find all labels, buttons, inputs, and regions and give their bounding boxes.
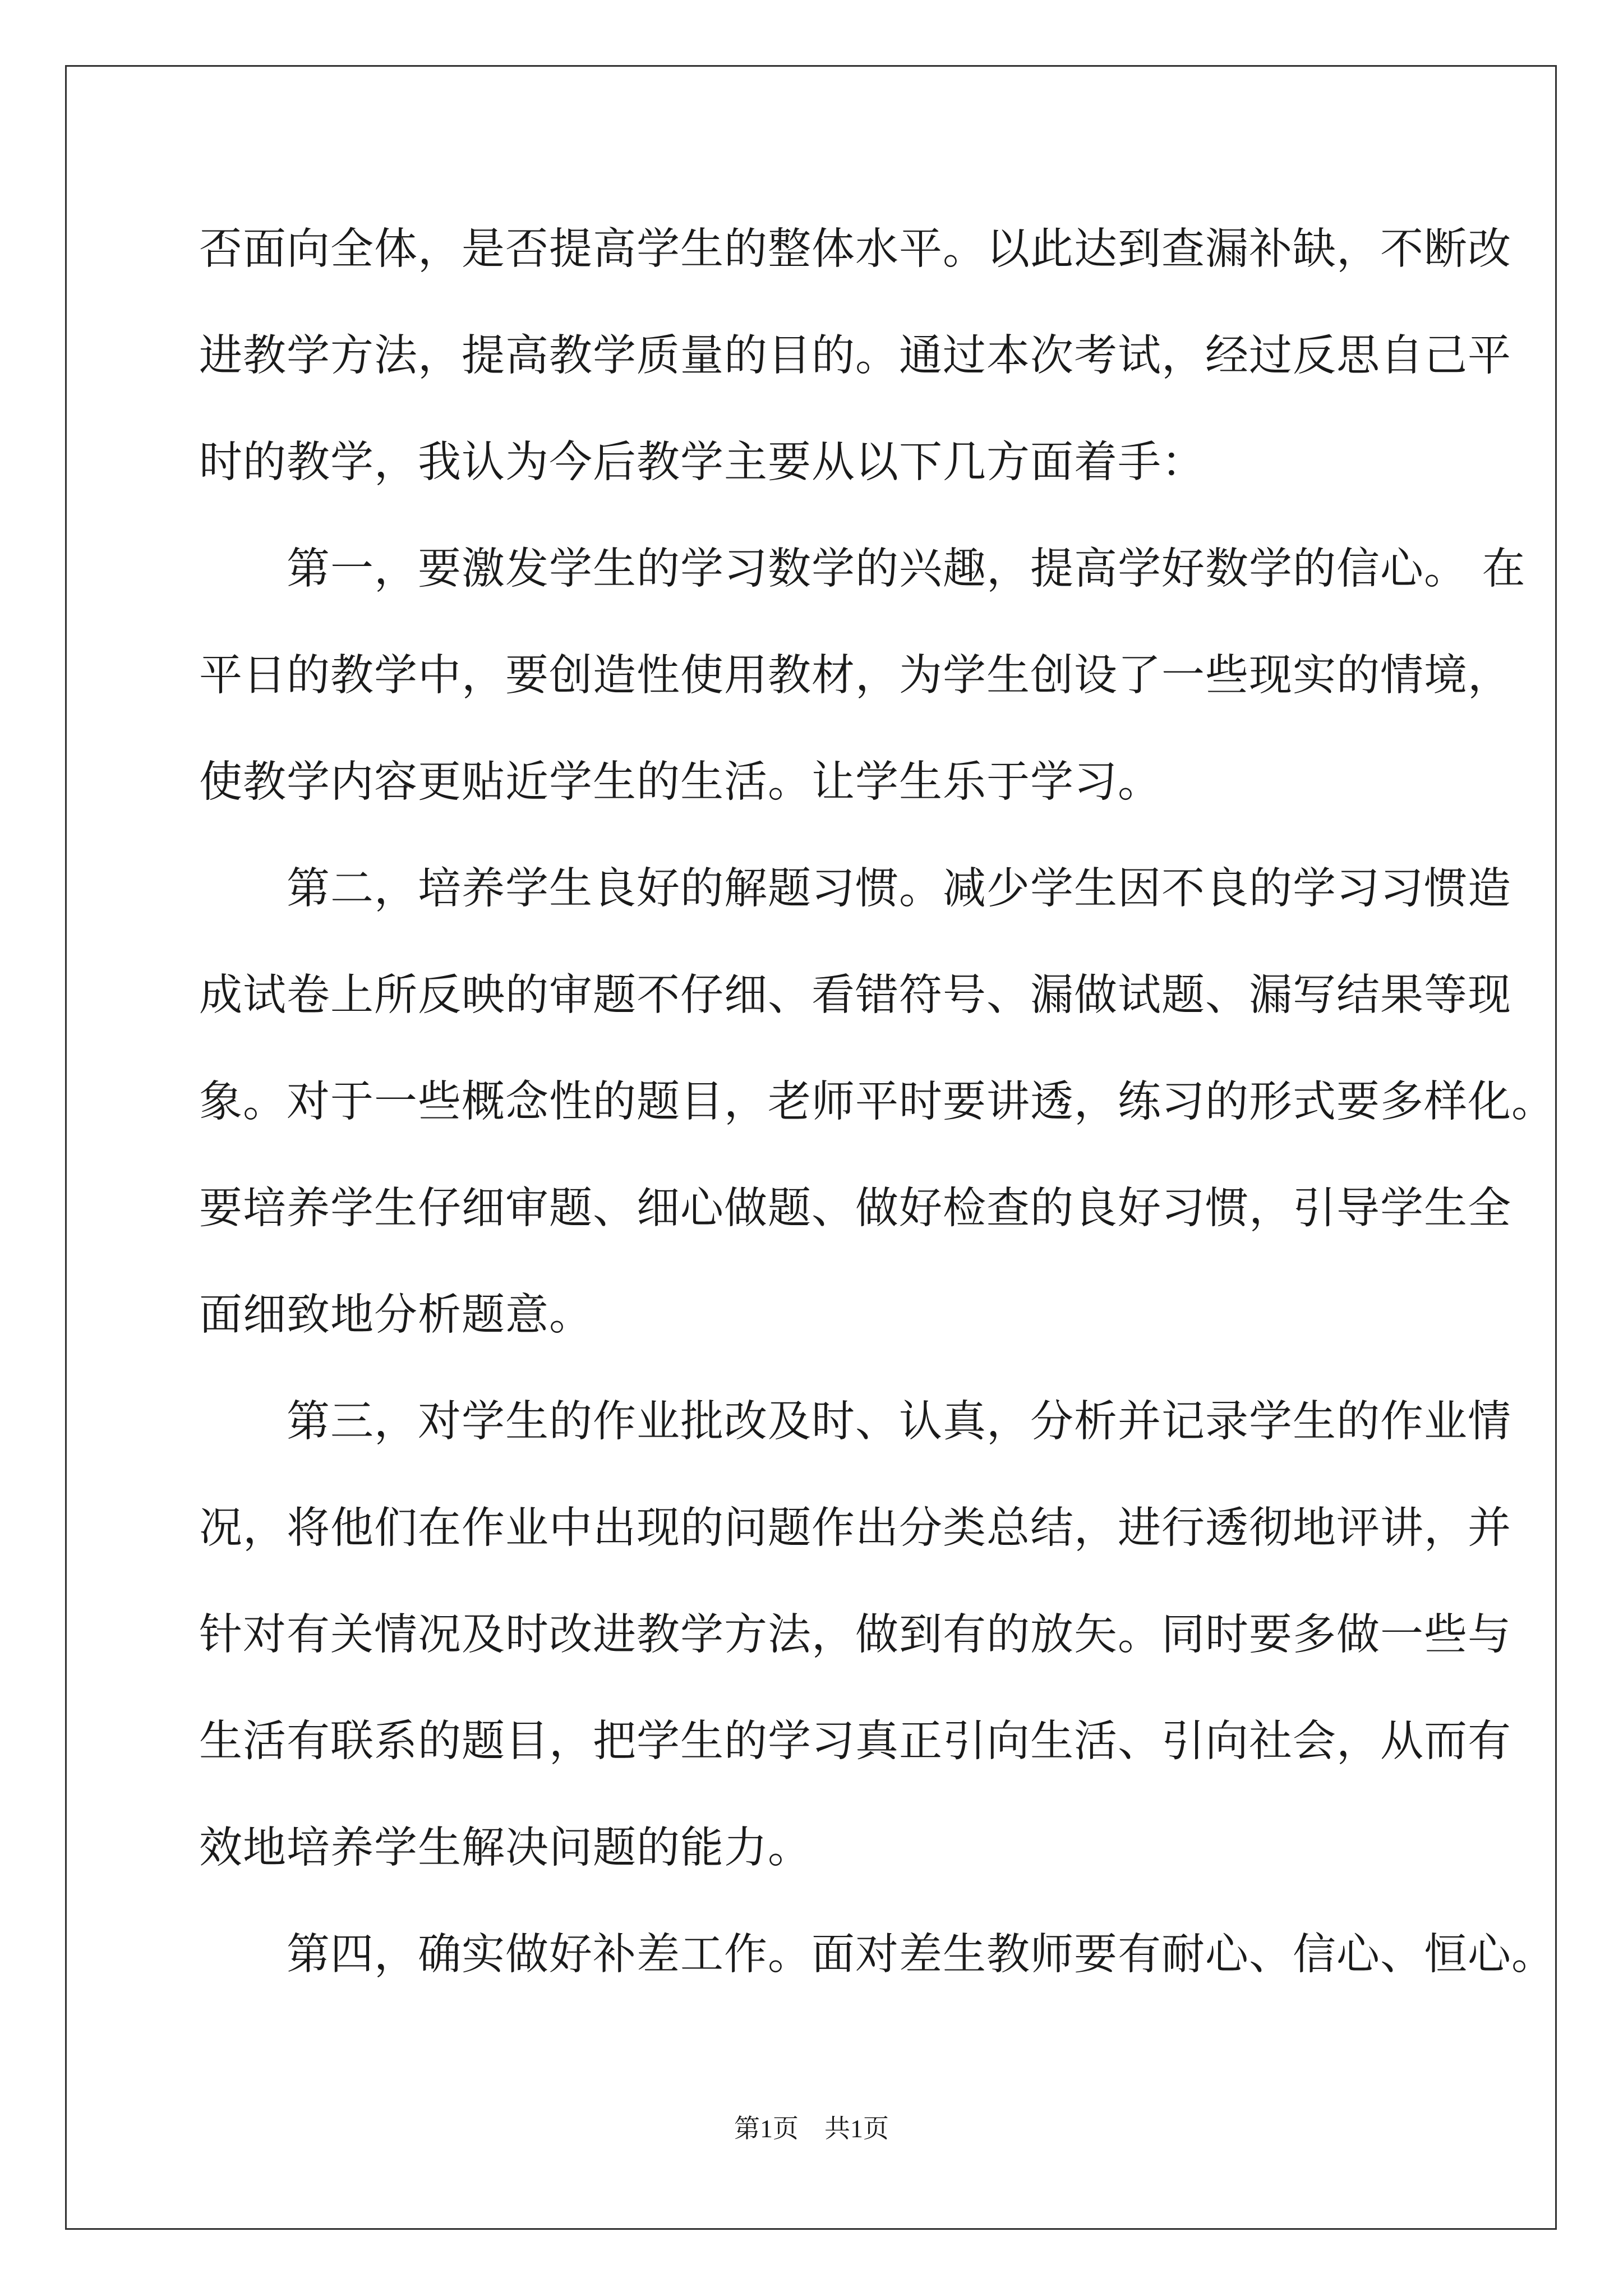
text-line: 进教学方法，提高教学质量的目的。通过本次考试，经过反思自己平: [199, 331, 1511, 381]
text-line: 第三，对学生的作业批改及时、认真，分析并记录学生的作业情: [199, 1397, 1511, 1447]
text-line: 平日的教学中，要创造性使用教材，为学生创设了一些现实的情境，: [199, 651, 1511, 701]
text-line: 否面向全体，是否提高学生的整体水平。以此达到查漏补缺，不断改: [199, 224, 1511, 274]
text-line: 况，将他们在作业中出现的问题作出分类总结，进行透彻地评讲，并: [199, 1503, 1511, 1553]
page-number: 第1页 共1页: [734, 2114, 889, 2143]
document-body: [199, 213, 1555, 2025]
text-line: 效地培养学生解决问题的能力。: [199, 1823, 811, 1873]
text-line: 成试卷上所反映的审题不仔细、看错符号、漏做试题、漏写结果等现: [199, 970, 1511, 1020]
text-line: 针对有关情况及时改进教学方法，做到有的放矢。同时要多做一些与: [199, 1610, 1511, 1660]
text-line: 第四，确实做好补差工作。面对差生教师要有耐心、信心、恒心。: [199, 1930, 1555, 1980]
text-line: 时的教学，我认为今后教学主要从以下几方面着手：: [199, 438, 1205, 487]
text-line: 面细致地分析题意。: [199, 1290, 593, 1340]
text-line: 使教学内容更贴近学生的生活。让学生乐于学习。: [199, 757, 1161, 807]
text-line: 要培养学生仔细审题、细心做题、做好检查的良好习惯，引导学生全: [199, 1184, 1511, 1234]
text-line: 第一，要激发学生的学习数学的兴趣，提高学好数学的信心。 在: [199, 544, 1526, 594]
text-line: 象。对于一些概念性的题目，老师平时要讲透，练习的形式要多样化。: [199, 1077, 1555, 1127]
text-line: 第二，培养学生良好的解题习惯。减少学生因不良的学习习惯造: [199, 864, 1511, 914]
text-line: 生活有联系的题目，把学生的学习真正引向生活、引向社会，从而有: [199, 1717, 1511, 1766]
